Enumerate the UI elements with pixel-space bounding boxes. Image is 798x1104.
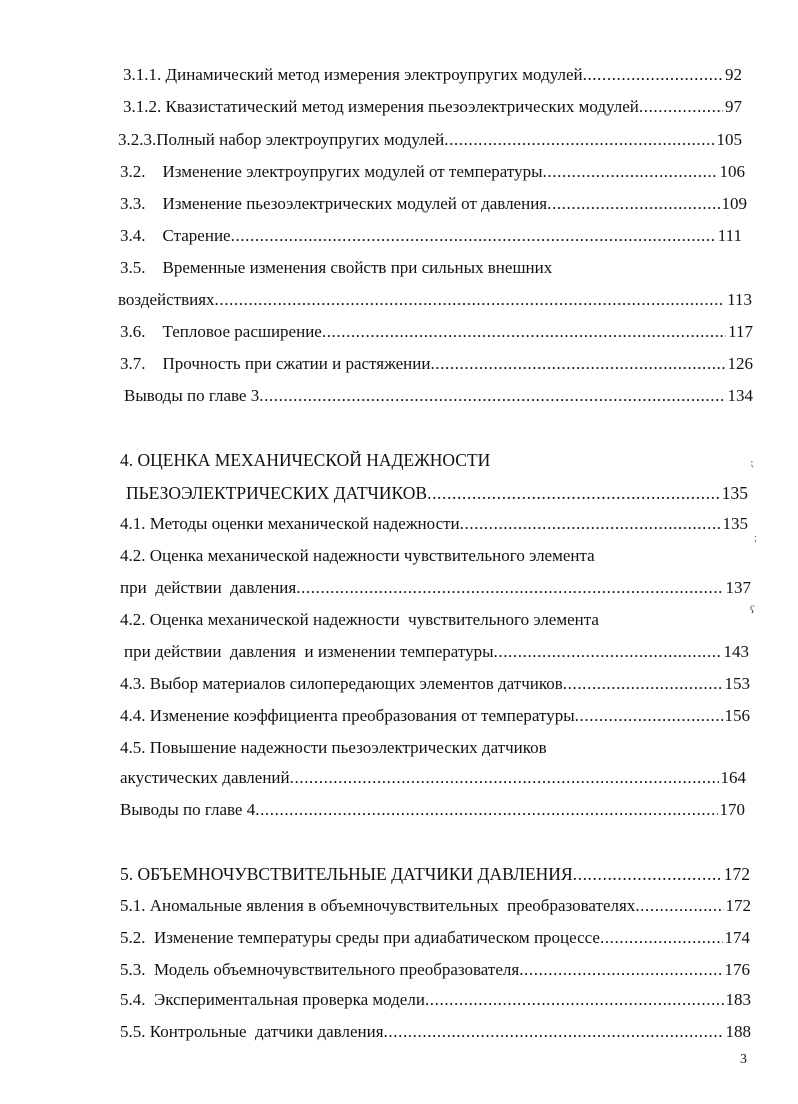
toc-entry-4-1 <box>120 512 748 536</box>
toc-entry-title: 5.3. Модель объемночувствительного преобразователя <box>120 960 520 979</box>
toc-entry-title: 4.4. Изменение коэффициента преобразования от температуры <box>120 706 575 725</box>
toc-entry-page: 117 <box>728 322 753 341</box>
toc-entry-title: при действии давления и изменении температуры <box>124 642 494 661</box>
toc-entry-3-7 <box>120 352 753 376</box>
dot-leader <box>290 766 719 790</box>
dot-leader <box>322 320 726 344</box>
dot-leader <box>231 224 716 248</box>
dot-leader <box>255 798 717 822</box>
toc-entry-title: акустических давлений <box>120 768 290 787</box>
toc-entry-title: 4.1. Методы оценки механической надежности <box>120 514 460 533</box>
toc-entry-4-2b-cont <box>124 640 749 664</box>
dot-leader <box>460 512 721 536</box>
toc-entry-title: 3.2. Изменение электроупругих модулей от температуры <box>120 162 543 181</box>
dot-leader <box>430 352 725 376</box>
scan-speck: ⁏ <box>750 457 754 469</box>
toc-entry-5-5 <box>120 1020 751 1044</box>
toc-entry-page: 172 <box>725 896 751 915</box>
toc-entry-page: 174 <box>724 928 750 947</box>
dot-leader <box>635 894 723 918</box>
scan-speck: ʕ <box>750 604 755 616</box>
toc-entry-3-5-cont <box>118 288 752 312</box>
toc-entry-title: воздействиях <box>118 290 215 309</box>
toc-entry-page: 188 <box>725 1022 751 1041</box>
toc-entry-page: 109 <box>721 194 747 213</box>
dot-leader <box>600 926 723 950</box>
toc-entry-page: 135 <box>722 514 748 533</box>
toc-entry-title: 3.1.1. Динамический метод измерения электроупругих модулей <box>123 65 583 84</box>
toc-entry-page: 137 <box>725 578 751 597</box>
toc-chapter-4-heading: 4. ОЦЕНКА МЕХАНИЧЕСКОЙ НАДЕЖНОСТИ <box>120 450 491 470</box>
toc-entry-title: 3.1.2. Квазистатический метод измерения пьезоэлектрических модулей <box>123 97 639 116</box>
toc-entry-5-3 <box>120 958 750 982</box>
dot-leader <box>444 128 714 152</box>
toc-entry-page: 97 <box>725 97 742 116</box>
scan-speck: ; <box>754 532 758 544</box>
toc-entry-4-2a: 4.2. Оценка механической надежности чувствительного элемента <box>120 546 595 565</box>
toc-entry-page: 126 <box>727 354 753 373</box>
toc-entry-4-3 <box>120 672 750 696</box>
toc-entry-title: 5. ОБЪЕМНОЧУВСТВИТЕЛЬНЫЕ ДАТЧИКИ ДАВЛЕНИЯ <box>120 864 573 884</box>
toc-entry-title: при действии давления <box>120 578 297 597</box>
toc-entry-page: 176 <box>724 960 750 979</box>
toc-chapter-4-heading-cont <box>126 481 748 505</box>
dot-leader <box>575 704 723 728</box>
dot-leader <box>563 672 723 696</box>
toc-entry-3-5: 3.5. Временные изменения свойств при сильных внешних <box>120 258 553 277</box>
toc-entry-page: 153 <box>724 674 750 693</box>
toc-entry-title: 3.6. Тепловое расширение <box>120 322 322 341</box>
toc-entry-title: 5.5. Контрольные датчики давления <box>120 1022 384 1041</box>
toc-entry-4-5: 4.5. Повышение надежности пьезоэлектрических датчиков <box>120 738 547 757</box>
dot-leader <box>259 384 725 408</box>
toc-entry-3-4 <box>120 224 742 248</box>
dot-leader <box>296 576 723 600</box>
toc-entry-page: 134 <box>727 386 753 405</box>
toc-entry-4-5-cont <box>120 766 746 790</box>
toc-entry-5-2 <box>120 926 750 950</box>
toc-entry-title: ПЬЕЗОЭЛЕКТРИЧЕСКИХ ДАТЧИКОВ <box>126 483 428 503</box>
toc-entry-title: 3.3. Изменение пьезоэлектрических модулей от давления <box>120 194 548 213</box>
toc-entry-page: 183 <box>725 990 751 1009</box>
toc-entry-3-3 <box>120 192 747 216</box>
toc-conclusions-ch3 <box>124 384 753 408</box>
dot-leader <box>547 192 719 216</box>
toc-entry-title: 5.2. Изменение температуры среды при адиабатическом процессе <box>120 928 600 947</box>
toc-entry-page: 156 <box>724 706 750 725</box>
toc-entry-4-4 <box>120 704 750 728</box>
toc-entry-3-1-2 <box>123 95 742 119</box>
toc-entry-page: 172 <box>723 864 750 884</box>
toc-entry-5-4 <box>120 988 751 1012</box>
toc-entry-page: 135 <box>721 483 748 503</box>
toc-entry-page: 164 <box>720 768 746 787</box>
toc-entry-3-2-3 <box>118 128 742 152</box>
toc-entry-title: 4.3. Выбор материалов силопередающих элементов датчиков <box>120 674 563 693</box>
toc-entry-page: 170 <box>719 800 745 819</box>
toc-entry-3-1-1 <box>123 63 742 87</box>
dot-leader <box>519 958 722 982</box>
dot-leader <box>543 160 718 184</box>
toc-entry-4-2b: 4.2. Оценка механической надежности чувствительного элемента <box>120 610 599 629</box>
page-number: 3 <box>740 1052 747 1067</box>
toc-entry-title: 3.7. Прочность при сжатии и растяжении <box>120 354 431 373</box>
dot-leader <box>494 640 722 664</box>
dot-leader <box>215 288 726 312</box>
toc-chapter-5-heading <box>120 862 750 886</box>
dot-leader <box>573 862 722 886</box>
toc-entry-page: 111 <box>717 226 742 245</box>
toc-entry-page: 105 <box>716 130 742 149</box>
toc-entry-3-6 <box>120 320 753 344</box>
toc-entry-5-1 <box>120 894 751 918</box>
dot-leader <box>425 988 724 1012</box>
toc-entry-title: 5.1. Аномальные явления в объемночувствительных преобразователях <box>120 896 636 915</box>
toc-conclusions-ch4 <box>120 798 745 822</box>
toc-entry-title: Выводы по главе 4 <box>120 800 256 819</box>
dot-leader <box>427 481 720 505</box>
dot-leader <box>639 95 723 119</box>
toc-entry-page: 92 <box>725 65 742 84</box>
dot-leader <box>583 63 723 87</box>
toc-entry-page: 143 <box>723 642 749 661</box>
toc-entry-title: Выводы по главе 3 <box>124 386 260 405</box>
dot-leader <box>384 1020 724 1044</box>
toc-entry-title: 3.2.3.Полный набор электроупругих модулей <box>118 130 445 149</box>
toc-entry-3-2 <box>120 160 745 184</box>
toc-entry-title: 3.4. Старение <box>120 226 231 245</box>
toc-entry-page: 106 <box>719 162 745 181</box>
toc-entry-title: 5.4. Экспериментальная проверка модели <box>120 990 425 1009</box>
toc-entry-4-2a-cont <box>120 576 751 600</box>
toc-entry-page: 113 <box>727 290 752 309</box>
